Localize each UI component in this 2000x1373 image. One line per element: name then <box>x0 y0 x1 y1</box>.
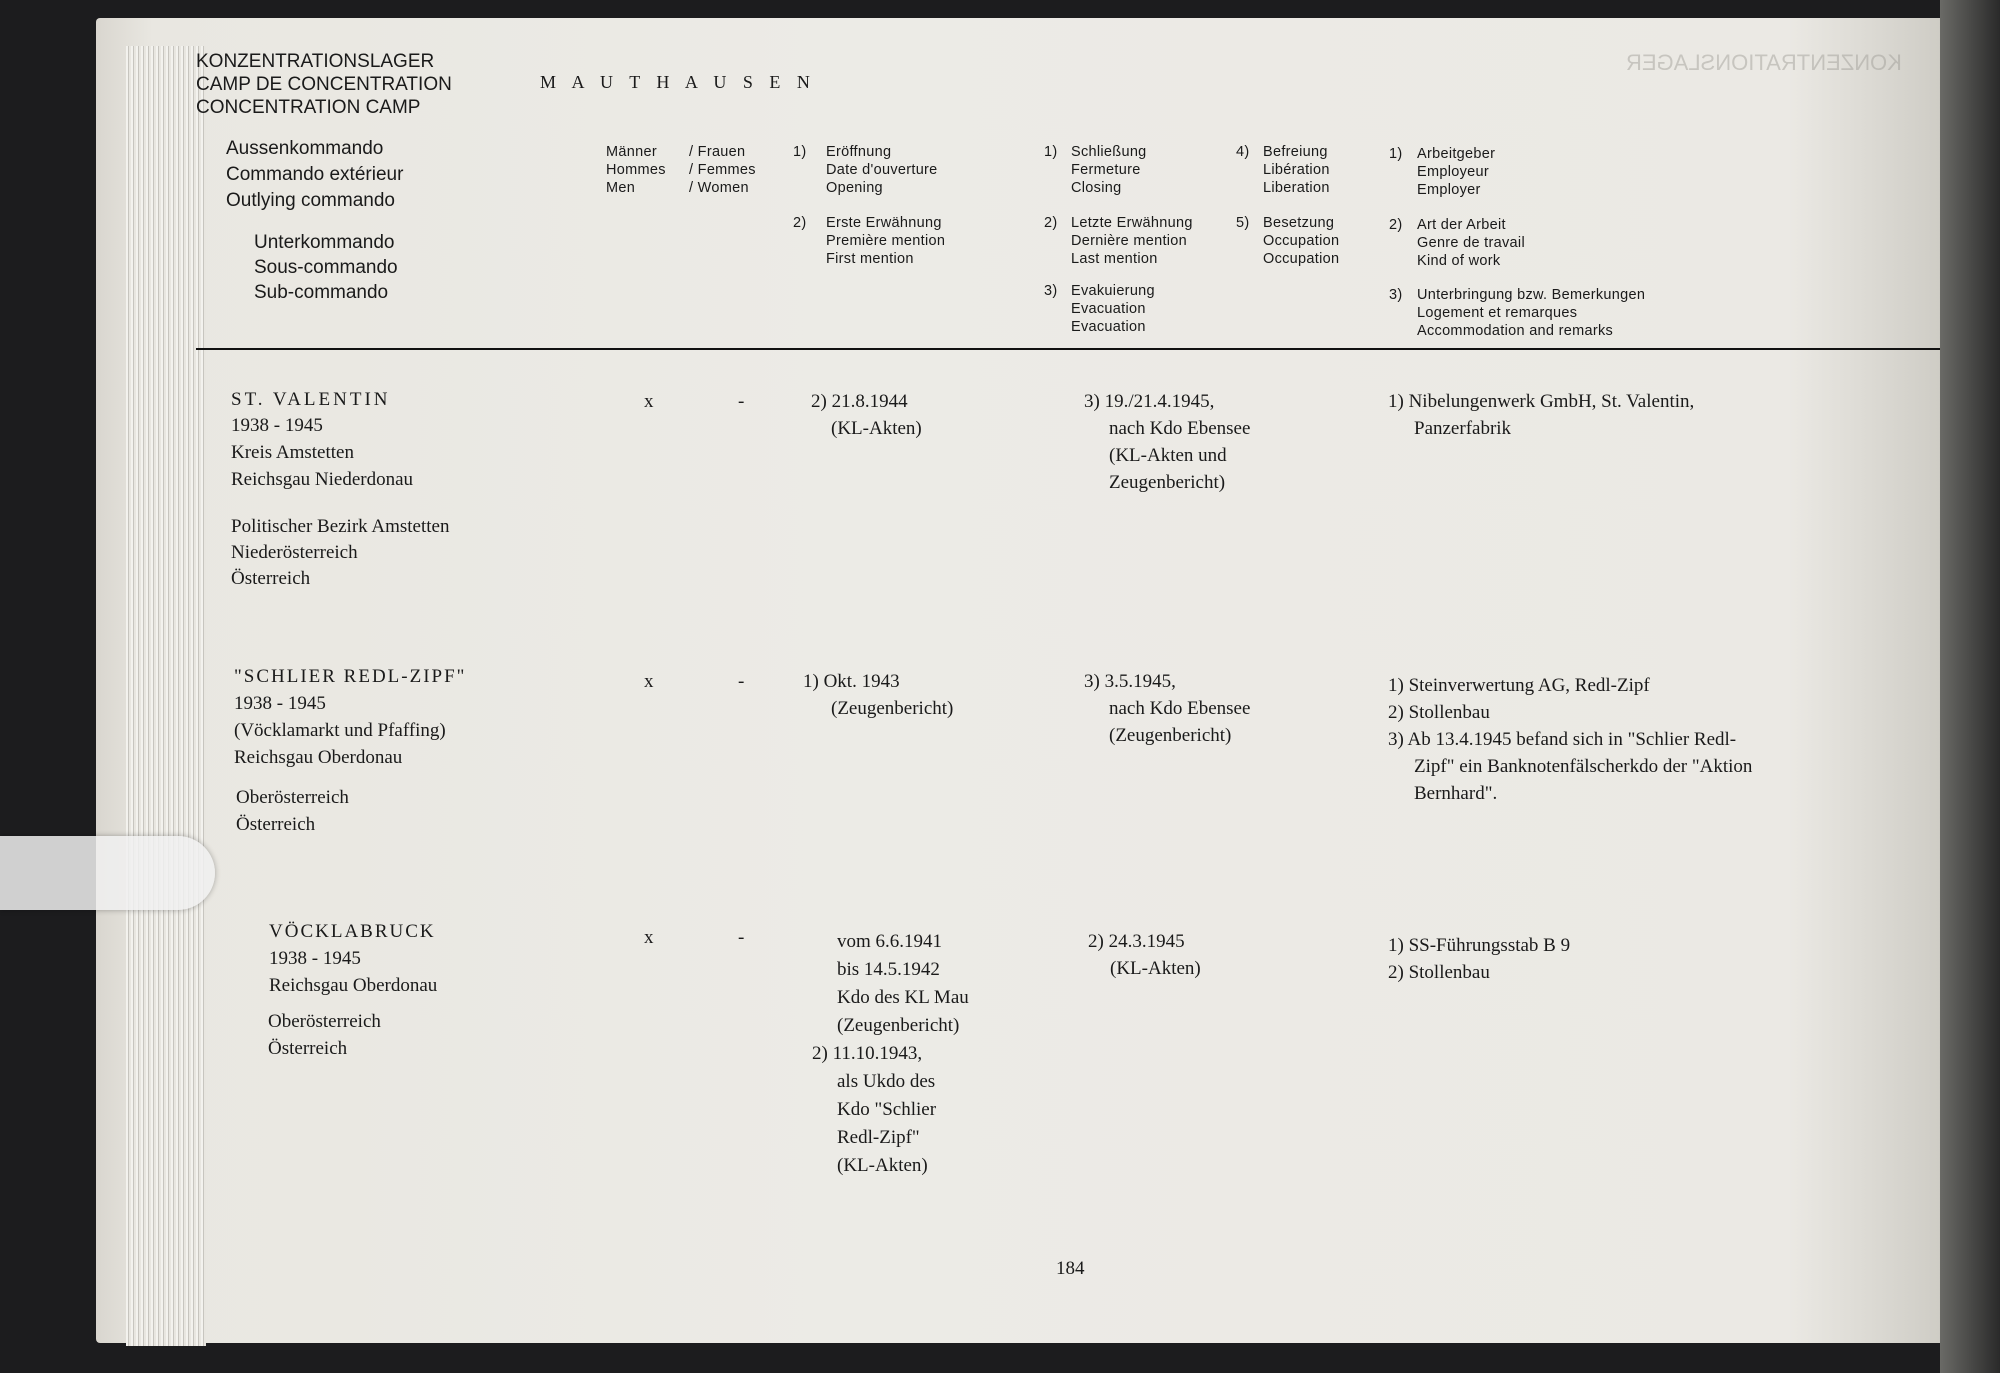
col-occupation-num: 5) <box>1236 215 1250 231</box>
col-opening: Eröffnung Date d'ouverture Opening <box>826 144 938 196</box>
col-liberation: Befreiung Libération Liberation <box>1263 144 1330 196</box>
col-occupation: Besetzung Occupation Occupation <box>1263 215 1340 267</box>
outlying-commando-label: Aussenkommando Commando extérieur Outlying commando <box>226 138 404 211</box>
page-edges <box>126 46 206 1346</box>
col-accom-num: 3) <box>1389 287 1403 303</box>
entry-1-location: 1938 - 1945 Kreis Amstetten Reichsgau Niederdonau <box>231 415 414 490</box>
col-evac-num: 3) <box>1044 283 1058 299</box>
entry-2-men: x <box>644 671 654 692</box>
col-closing: Schließung Fermeture Closing <box>1071 144 1147 196</box>
entry-3-men: x <box>644 927 654 948</box>
entry-1-opening: 2) 21.8.1944 (KL-Akten) <box>811 391 922 439</box>
entry-3-women: - <box>738 927 745 948</box>
col-last-mention: Letzte Erwähnung Dernière mention Last mention <box>1071 215 1193 267</box>
gender-men-label: Männer Hommes Men <box>606 144 666 196</box>
entry-3-opening: vom 6.6.1941 bis 14.5.1942 Kdo des KL Mau (Zeugenbericht) 2) 11.10.1943, als Ukdo des Kdo "Schlier Redl-Zipf" (KL-Akten) <box>812 931 969 1176</box>
col-accommodation: Unterbringung bzw. Bemerkungen Logement et remarques Accommodation and remarks <box>1417 287 1646 339</box>
col-opening-num: 1) <box>793 144 807 160</box>
col-liberation-num: 4) <box>1236 144 1250 160</box>
entry-3-name: VÖCKLABRUCK <box>269 921 436 942</box>
entry-2-women: - <box>738 671 745 692</box>
entry-3-closing: 2) 24.3.1945 (KL-Akten) <box>1088 931 1201 979</box>
col-closing-num: 1) <box>1044 144 1058 160</box>
col-first-mention: Erste Erwähnung Première mention First mention <box>826 215 946 267</box>
bleed-through: KONZENTRATIONSLAGER <box>1626 50 1902 75</box>
entry-2-political: Oberösterreich Österreich <box>236 787 349 835</box>
col-evacuation: Evakuierung Evacuation Evacuation <box>1071 283 1155 335</box>
entry-1-political: Politischer Bezirk Amstetten Niederösterreich Österreich <box>231 516 450 589</box>
col-employer: Arbeitgeber Employeur Employer <box>1417 146 1496 198</box>
sub-commando-label: Unterkommando Sous-commando Sub-commando <box>254 232 398 303</box>
book-page <box>96 18 1976 1343</box>
page-number: 184 <box>1056 1258 1085 1279</box>
entry-2-name: "SCHLIER REDL-ZIPF" <box>234 666 467 687</box>
camp-label: KONZENTRATIONSLAGER CAMP DE CONCENTRATION CONCENTRATION CAMP <box>196 51 452 118</box>
entry-1-name: ST. VALENTIN <box>231 389 391 410</box>
header-rule <box>196 348 1943 350</box>
entry-1-men: x <box>644 391 654 412</box>
gender-women-label: / Frauen / Femmes / Women <box>689 144 756 196</box>
entry-3-location: 1938 - 1945 Reichsgau Oberdonau <box>269 948 438 996</box>
entry-2-opening: 1) Okt. 1943 (Zeugenbericht) <box>803 671 954 719</box>
col-work-num: 2) <box>1389 217 1403 233</box>
entry-2-location: 1938 - 1945 (Vöcklamarkt und Pfaffing) Reichsgau Oberdonau <box>234 693 446 768</box>
bookmark-tab <box>0 836 215 910</box>
entry-2-remarks: 1) Steinverwertung AG, Redl-Zipf 2) Stollenbau 3) Ab 13.4.1945 befand sich in "Schlier Redl- Zipf" ein Banknotenfälscherkdo der "Aktion Bernhard". <box>1388 675 1753 804</box>
entry-1-closing: 3) 19./21.4.1945, nach Kdo Ebensee (KL-Akten und Zeugenbericht) <box>1084 391 1251 493</box>
entry-2-closing: 3) 3.5.1945, nach Kdo Ebensee (Zeugenbericht) <box>1084 671 1251 746</box>
camp-name: M A U T H A U S E N <box>540 72 816 92</box>
col-employer-num: 1) <box>1389 146 1403 162</box>
col-kind-of-work: Art der Arbeit Genre de travail Kind of work <box>1417 217 1525 269</box>
col-last-num: 2) <box>1044 215 1058 231</box>
entry-1-women: - <box>738 391 745 412</box>
entry-3-remarks: 1) SS-Führungsstab B 9 2) Stollenbau <box>1388 935 1571 983</box>
entry-1-remarks: 1) Nibelungenwerk GmbH, St. Valentin, Panzerfabrik <box>1388 391 1695 439</box>
entry-3-political: Oberösterreich Österreich <box>268 1011 381 1059</box>
col-first-num: 2) <box>793 215 807 231</box>
book-spine-shadow <box>1940 0 2000 1373</box>
